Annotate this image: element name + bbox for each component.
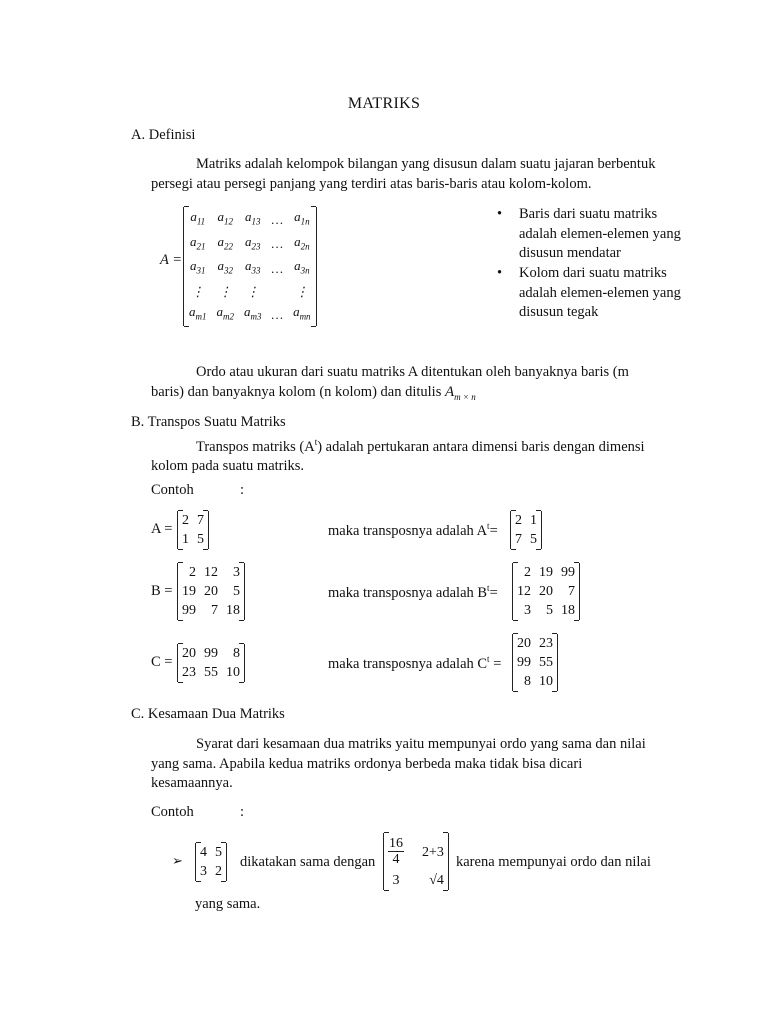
matrix-c-transpose-cell: 23 xyxy=(539,636,553,651)
matrix-b-cell: 20 xyxy=(204,584,218,599)
matrix-b-cell: 5 xyxy=(233,584,240,599)
matrix-c-transpose-cell: 8 xyxy=(524,674,531,689)
example-a-text: maka transposnya adalah $A^t=$ xyxy=(328,521,498,539)
matrix-b-transpose-cell: 99 xyxy=(561,565,575,580)
general-matrix-cell: $a_{11}$ xyxy=(190,209,206,227)
matrix-c-transpose-cell: 20 xyxy=(517,636,531,651)
matrix-b-transpose-cell: 12 xyxy=(517,584,531,599)
ordo-text: Ordo atau ukuran dari suatu matriks A ditentukan oleh banyaknya baris (m baris) dan banyaknya kolom (n kolom) dan ditulis xyxy=(151,364,629,400)
section-a-heading: A. Definisi xyxy=(131,127,196,143)
matrix-left-cell: 2 xyxy=(215,864,222,879)
general-matrix-cell: $a_{3n}$ xyxy=(294,258,310,276)
matrix-c-cell: 8 xyxy=(233,646,240,661)
matrix-b xyxy=(177,563,245,620)
bullet-text-row: Baris dari suatu matriks adalah elemen-elemen yang disusun mendatar xyxy=(519,206,681,261)
ordo-symbol: A xyxy=(444,383,455,400)
matrix-a xyxy=(177,511,209,549)
matrix-right xyxy=(383,833,449,890)
matrix-b-cell: 2 xyxy=(189,565,196,580)
example-b-label: B = xyxy=(151,583,173,599)
matrix-b-transpose xyxy=(512,563,580,620)
section-c-para: Syarat dari kesamaan dua matriks yaitu mempunyai ordo yang sama dan nilai yang sama. Apabila kedua matriks ordonya berbeda maka tidak bisa dicari kesamaannya. xyxy=(151,736,646,791)
matrix-c-transpose xyxy=(512,634,558,691)
matrix-c xyxy=(177,644,245,682)
matrix-b-transpose-cell: 7 xyxy=(568,584,575,599)
matrix-a-transpose xyxy=(510,511,542,549)
general-matrix-cell: $a_{23}$ xyxy=(245,233,261,252)
matrix-b-cell: 99 xyxy=(182,603,196,618)
bullet-dot: • xyxy=(497,206,503,222)
general-matrix-cell: … xyxy=(271,260,284,276)
matrix-c-cell: 55 xyxy=(204,665,218,680)
general-matrix-cell: $a_{m3}$ xyxy=(244,303,262,322)
general-matrix-cell: $a_{31}$ xyxy=(190,258,206,276)
matrix-b-cell: 19 xyxy=(182,584,196,599)
general-matrix-cell: … xyxy=(271,211,284,227)
fraction-denominator: 4 xyxy=(392,851,400,867)
matrix-c-transpose-cell: 99 xyxy=(517,655,531,670)
section-a-para2 xyxy=(151,363,663,407)
general-matrix-cell: $a_{32}$ xyxy=(217,258,233,276)
matrix-b-transpose-cell: 19 xyxy=(539,565,553,580)
section-a-para1: Matriks adalah kelompok bilangan yang disusun dalam suatu jajaran berbentuk persegi atau persegi panjang yang terdiri atas baris-baris atau kolom-kolom. xyxy=(151,156,656,192)
matrix-left xyxy=(195,843,227,881)
matrix-right-cell: 3 xyxy=(392,873,400,888)
matrix-b-transpose-cell: 3 xyxy=(524,603,531,618)
matrix-c-cell: 10 xyxy=(226,665,240,680)
general-matrix xyxy=(183,207,317,326)
matrix-a-cell: 1 xyxy=(182,532,189,547)
section-b-heading: B. Transpos Suatu Matriks xyxy=(131,414,286,430)
arrow-bullet-icon: ➢ xyxy=(172,853,183,868)
general-matrix-label: A = xyxy=(160,252,183,268)
general-matrix-cell: … xyxy=(271,306,284,322)
general-matrix-cell: ⋮ xyxy=(218,283,232,299)
matrix-a-transpose-cell: 5 xyxy=(530,532,537,547)
matrix-c-cell: 23 xyxy=(182,665,196,680)
matrix-c-transpose-cell: 10 xyxy=(539,674,553,689)
general-matrix-cell: ⋮ xyxy=(191,283,205,299)
matrix-b-cell: 7 xyxy=(211,603,218,618)
end-text: karena mempunyai ordo dan nilai xyxy=(456,854,651,870)
general-matrix-cell: $a_{22}$ xyxy=(217,233,233,252)
matrix-b-transpose-cell: 5 xyxy=(546,603,553,618)
section-c-colon: : xyxy=(240,804,245,820)
bullet-text-column: Kolom dari suatu matriks adalah elemen-elemen yang disusun tegak xyxy=(519,265,681,320)
matrix-b-transpose-cell: 18 xyxy=(561,603,575,618)
matrix-a-transpose-cell: 1 xyxy=(530,513,537,528)
last-line: yang sama. xyxy=(195,896,261,912)
matrix-left-cell: 5 xyxy=(215,845,222,860)
section-b-para: Transpos matriks $(A^t)$ adalah pertukaran antara dimensi baris dengan dimensi kolom pada suatu matriks. xyxy=(151,437,645,475)
matrix-a-cell: 7 xyxy=(197,513,204,528)
general-matrix-cell: $a_{2n}$ xyxy=(294,233,310,252)
general-matrix-cell: $a_{mn}$ xyxy=(293,303,311,322)
fraction-cell xyxy=(384,833,408,871)
matrix-a-cell: 5 xyxy=(197,532,204,547)
example-c-text: maka transposnya adalah $C^t$ = xyxy=(328,654,502,672)
page-title: MATRIKS xyxy=(347,95,421,112)
section-c-contoh: Contoh xyxy=(151,804,194,820)
example-a-label: A = xyxy=(151,521,173,537)
fraction-numerator: 16 xyxy=(389,835,403,851)
matrix-right-cell: √4 xyxy=(429,873,444,888)
matrix-left-cell: 3 xyxy=(200,864,207,879)
general-matrix-cell: $a_{m1}$ xyxy=(189,303,207,322)
matrix-c-cell: 20 xyxy=(182,646,196,661)
section-c-heading: C. Kesamaan Dua Matriks xyxy=(131,706,285,722)
general-matrix-cell: $a_{1n}$ xyxy=(294,209,310,227)
matrix-c-transpose-cell: 55 xyxy=(539,655,553,670)
general-matrix-cell: $a_{21}$ xyxy=(190,233,206,252)
general-matrix-cell: $a_{m2}$ xyxy=(216,303,234,322)
matrix-b-cell: 12 xyxy=(204,565,218,580)
bullet-dot: • xyxy=(497,265,503,281)
general-matrix-cell: $a_{13}$ xyxy=(245,209,261,227)
general-matrix-cell xyxy=(267,281,289,302)
matrix-right-cell: 2+3 xyxy=(422,844,444,860)
general-matrix-cell: ⋮ xyxy=(295,283,309,299)
matrix-b-transpose-cell: 20 xyxy=(539,584,553,599)
general-matrix-cell: $a_{12}$ xyxy=(217,209,233,227)
general-matrix-cell: $a_{33}$ xyxy=(245,258,261,276)
matrix-b-transpose-cell: 2 xyxy=(524,565,531,580)
matrix-a-transpose-cell: 7 xyxy=(515,532,522,547)
ordo-subscript: m × n xyxy=(454,391,476,402)
section-b-colon: : xyxy=(240,482,245,498)
equal-text: dikatakan sama dengan xyxy=(240,854,376,870)
matrix-a-cell: 2 xyxy=(182,513,189,528)
matrix-left-cell: 4 xyxy=(200,845,207,860)
matrix-c-cell: 99 xyxy=(204,646,218,661)
general-matrix-cell: ⋮ xyxy=(246,283,260,299)
example-c-label: C = xyxy=(151,654,173,670)
section-b-contoh: Contoh xyxy=(151,482,194,498)
example-b-text: maka transposnya adalah $B^t=$ xyxy=(328,583,498,601)
matrix-a-transpose-cell: 2 xyxy=(515,513,522,528)
matrix-b-cell: 3 xyxy=(233,565,240,580)
general-matrix-cell: … xyxy=(271,236,284,252)
matrix-b-cell: 18 xyxy=(226,603,240,618)
